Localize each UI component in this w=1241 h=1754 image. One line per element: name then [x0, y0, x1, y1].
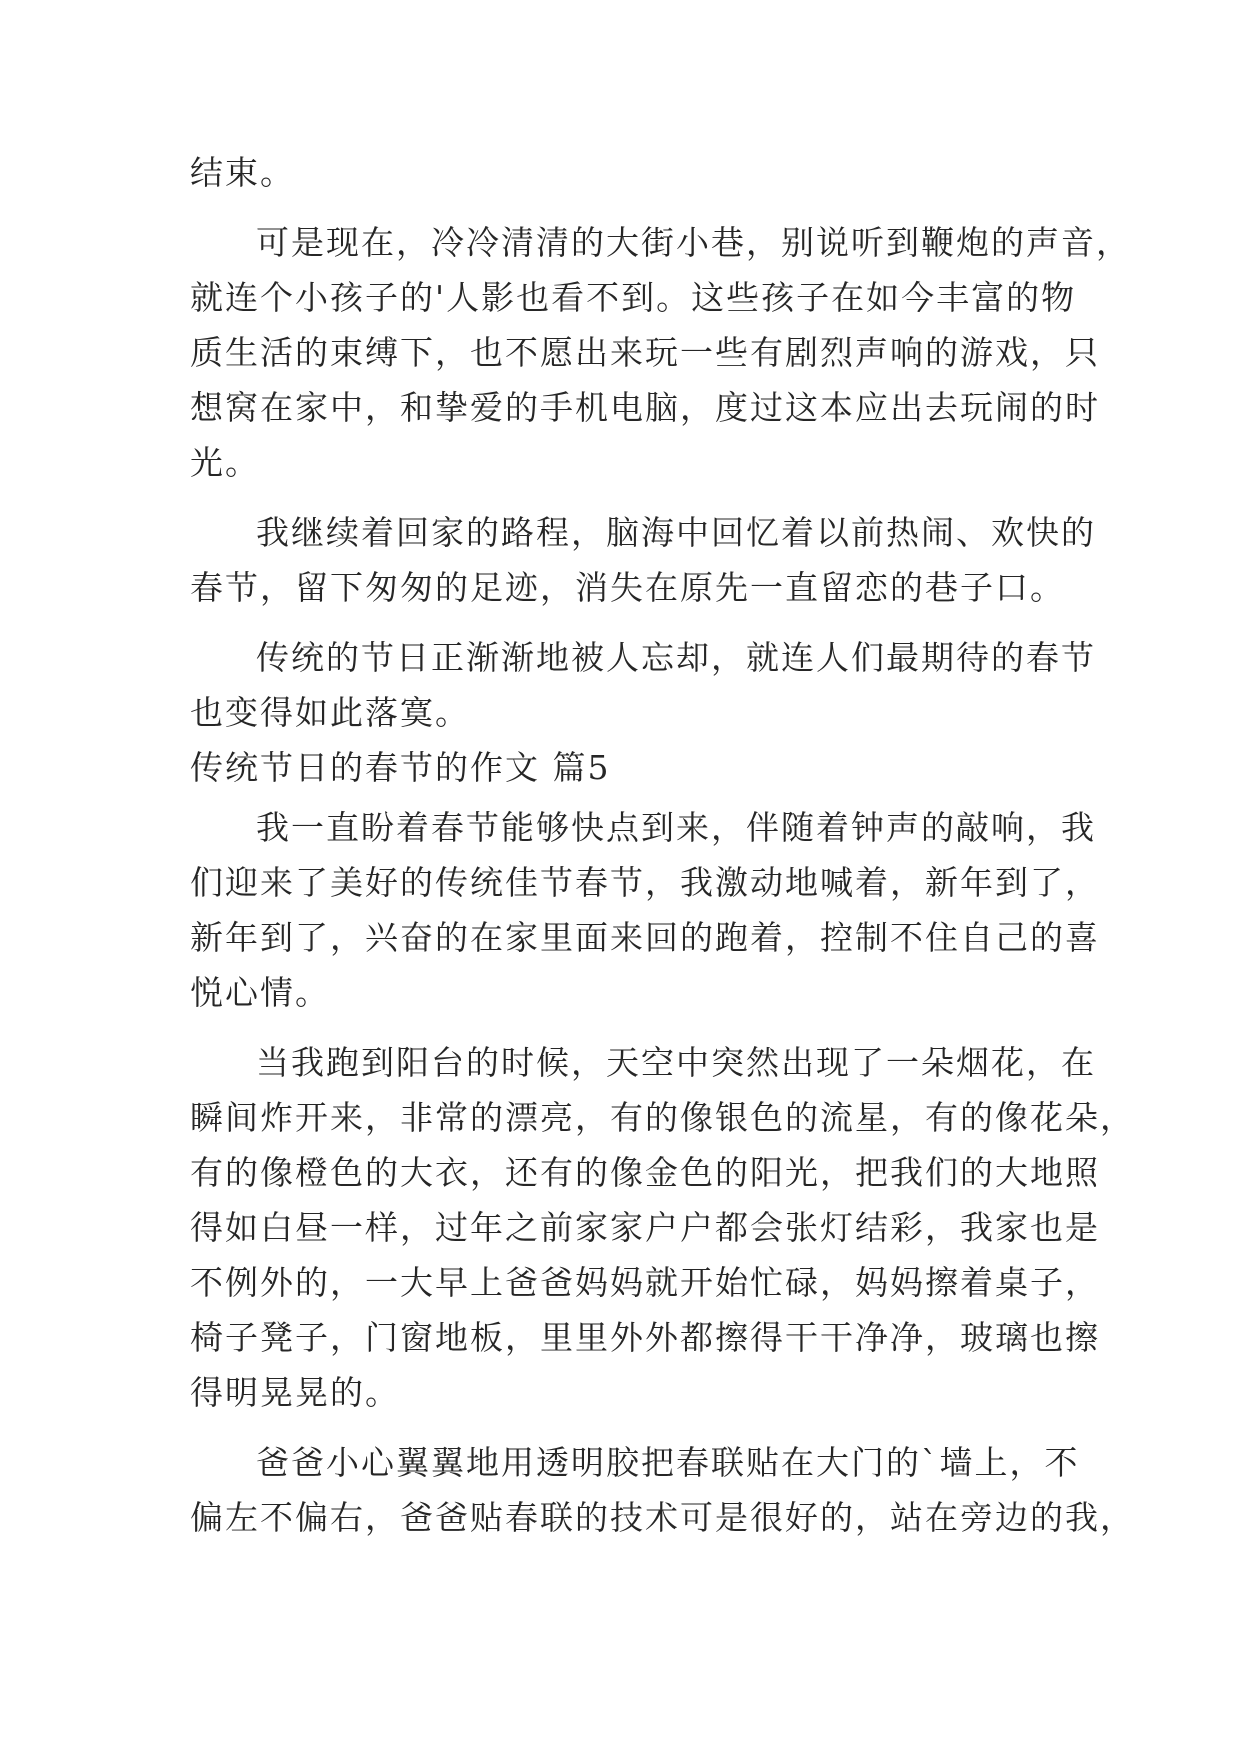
text-line: 得明晃晃的。 — [190, 1373, 400, 1412]
text-line: 就连个小孩子的'人影也看不到。这些孩子在如今丰富的物 — [190, 278, 1077, 317]
text-line: 偏左不偏右，爸爸贴春联的技术可是很好的，站在旁边的我， — [190, 1498, 1135, 1537]
section-heading: 传统节日的春节的作文 篇5 — [190, 748, 611, 787]
paragraph-first-line: 可是现在，冷冷清清的大街小巷，别说听到鞭炮的声音， — [256, 223, 1131, 262]
text-line: 结束。 — [190, 153, 295, 192]
text-line: 新年到了，兴奋的在家里面来回的跑着，控制不住自己的喜 — [190, 918, 1100, 957]
text-line: 光。 — [190, 443, 260, 482]
paragraph-first-line: 我一直盼着春节能够快点到来，伴随着钟声的敲响，我 — [256, 808, 1096, 847]
text-line: 也变得如此落寞。 — [190, 693, 470, 732]
text-line: 质生活的束缚下，也不愿出来玩一些有剧烈声响的游戏，只 — [190, 333, 1100, 372]
text-line: 悦心情。 — [190, 973, 330, 1012]
text-line: 不例外的，一大早上爸爸妈妈就开始忙碌，妈妈擦着桌子， — [190, 1263, 1100, 1302]
paragraph-first-line: 爸爸小心翼翼地用透明胶把春联贴在大门的`墙上，不 — [256, 1443, 1080, 1482]
text-line: 得如白昼一样，过年之前家家户户都会张灯结彩，我家也是 — [190, 1208, 1100, 1247]
paragraph-first-line: 我继续着回家的路程，脑海中回忆着以前热闹、欢快的 — [256, 513, 1096, 552]
text-line: 椅子凳子，门窗地板，里里外外都擦得干干净净，玻璃也擦 — [190, 1318, 1100, 1357]
text-line: 有的像橙色的大衣，还有的像金色的阳光，把我们的大地照 — [190, 1153, 1100, 1192]
text-line: 瞬间炸开来，非常的漂亮，有的像银色的流星，有的像花朵， — [190, 1098, 1135, 1137]
paragraph-first-line: 传统的节日正渐渐地被人忘却，就连人们最期待的春节 — [256, 638, 1096, 677]
text-line: 想窝在家中，和挚爱的手机电脑，度过这本应出去玩闹的时 — [190, 388, 1100, 427]
text-line: 们迎来了美好的传统佳节春节，我激动地喊着，新年到了， — [190, 863, 1100, 902]
text-line: 春节，留下匆匆的足迹，消失在原先一直留恋的巷子口。 — [190, 568, 1065, 607]
paragraph-first-line: 当我跑到阳台的时候，天空中突然出现了一朵烟花，在 — [256, 1043, 1096, 1082]
